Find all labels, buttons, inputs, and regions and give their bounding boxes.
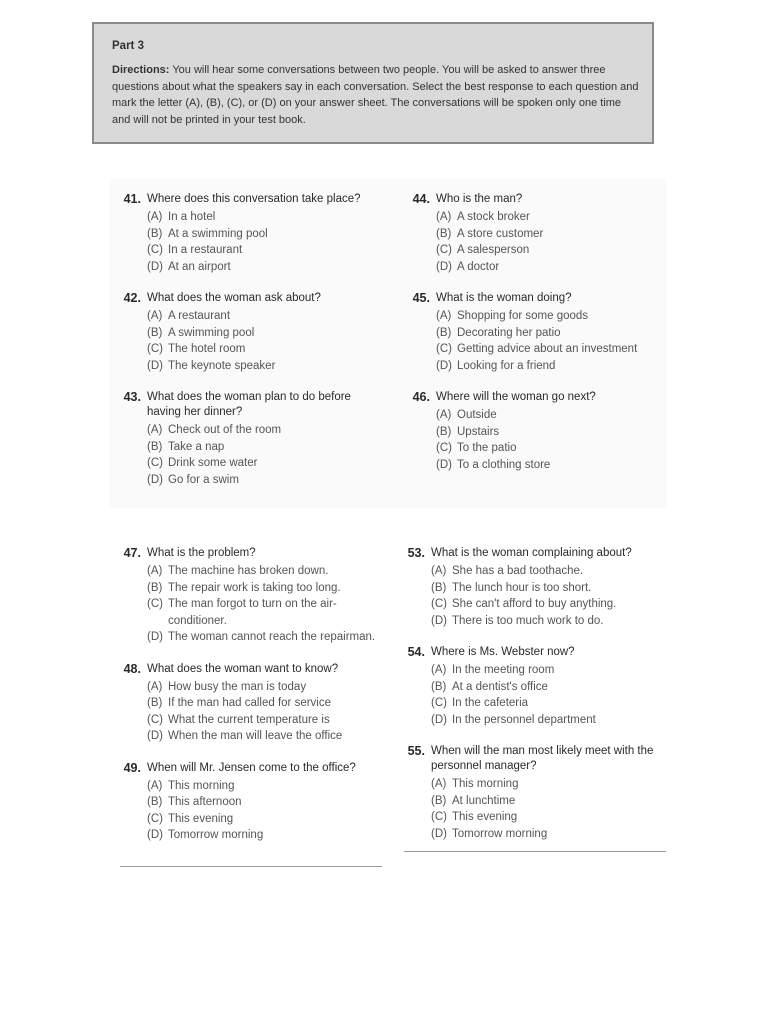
answer-option — [147, 811, 380, 828]
option-letter: (C) — [147, 713, 163, 726]
answer-option — [147, 580, 380, 597]
option-text: In a hotel — [168, 211, 216, 223]
answer-option — [431, 662, 674, 679]
option-letter: (B) — [431, 581, 447, 594]
answer-option — [147, 358, 385, 375]
directions-paragraph — [112, 62, 641, 128]
answer-option — [147, 472, 385, 489]
option-letter: (A) — [436, 409, 452, 421]
answer-option — [436, 358, 674, 375]
answer-option — [431, 679, 674, 696]
answer-option — [436, 325, 674, 342]
question-53 — [394, 546, 674, 629]
question-header — [394, 546, 674, 561]
option-text: The keynote speaker — [168, 359, 276, 372]
option-text: To a clothing store — [457, 458, 551, 471]
question-number: 53. — [407, 546, 425, 560]
option-text: The machine has broken down. — [168, 565, 329, 577]
option-letter: (C) — [436, 343, 452, 355]
column-47-49 — [110, 546, 380, 860]
option-text: A store customer — [457, 227, 544, 240]
answer-option — [431, 563, 674, 580]
option-text: Decorating her patio — [457, 326, 561, 339]
option-text: In a restaurant — [168, 244, 243, 256]
option-letter: (C) — [147, 457, 163, 469]
answer-options — [147, 778, 380, 844]
answer-option — [431, 580, 674, 597]
option-letter: (B) — [436, 227, 452, 240]
answer-option — [147, 242, 385, 259]
option-letter: (B) — [431, 794, 447, 807]
question-number: 54. — [407, 645, 425, 659]
column-53-55 — [394, 546, 674, 858]
option-text: If the man had called for service — [168, 697, 331, 709]
option-text: Tomorrow morning — [452, 827, 548, 840]
option-text: Shopping for some goods — [457, 310, 589, 322]
answer-option — [147, 596, 380, 629]
question-number: 48. — [123, 661, 141, 676]
option-letter: (A) — [436, 310, 452, 322]
question-text: Where does this conversation take place? — [147, 193, 361, 205]
option-text: The hotel room — [168, 343, 246, 355]
option-text: She has a bad toothache. — [452, 565, 584, 577]
option-letter: (A) — [431, 664, 447, 676]
question-number: 47. — [123, 546, 141, 560]
answer-options — [436, 407, 674, 473]
option-letter: (D) — [147, 359, 163, 372]
option-text: At a swimming pool — [168, 227, 268, 240]
option-letter: (D) — [431, 713, 447, 726]
option-text: Outside — [457, 409, 497, 421]
question-number: 44. — [412, 192, 430, 206]
question-header — [399, 390, 674, 405]
question-header — [110, 546, 380, 561]
option-text: At lunchtime — [452, 794, 516, 807]
option-letter: (C) — [147, 598, 163, 610]
directions-text: You will hear some conversations between two people. You will be asked to answer three questions about what the speakers say in each conversation. Select the best response to each question and mark the letter (A), (B), (C), or (D) on your answer sheet. The conversations will be spoken only one time and will not be printed in your test book. — [112, 64, 639, 126]
option-text: In the cafeteria — [452, 697, 529, 709]
option-text: In the personnel department — [452, 713, 596, 726]
question-43 — [110, 390, 385, 488]
question-header — [394, 744, 674, 774]
answer-option — [431, 712, 674, 729]
option-text: To the patio — [457, 442, 517, 454]
option-text: When the man will leave the office — [168, 730, 343, 742]
option-text: Getting advice about an investment — [457, 343, 638, 355]
option-letter: (A) — [147, 779, 163, 792]
option-letter: (A) — [147, 424, 163, 436]
question-header — [399, 291, 674, 306]
option-text: At an airport — [168, 260, 231, 273]
option-letter: (A) — [147, 680, 163, 693]
option-letter: (B) — [147, 581, 163, 594]
question-number: 43. — [123, 390, 141, 404]
answer-option — [147, 226, 385, 243]
option-letter: (D) — [431, 614, 447, 627]
option-letter: (C) — [431, 598, 447, 610]
directions-box — [92, 22, 654, 144]
question-header — [394, 645, 674, 660]
option-letter: (A) — [436, 211, 452, 223]
question-text: What is the woman doing? — [436, 292, 572, 304]
answer-option — [436, 457, 674, 474]
answer-option — [147, 679, 380, 696]
option-letter: (B) — [147, 440, 163, 453]
option-text: A swimming pool — [168, 326, 255, 339]
answer-option — [431, 613, 674, 630]
answer-option — [436, 407, 674, 424]
directions-label: Directions: — [112, 64, 170, 76]
answer-option — [147, 563, 380, 580]
answer-options — [147, 422, 385, 488]
answer-option — [147, 728, 380, 745]
answer-option — [431, 809, 674, 826]
option-text: Check out of the room — [168, 424, 282, 436]
option-text: The man forgot to turn on the air-conditioner. — [168, 598, 337, 627]
option-letter: (D) — [147, 473, 163, 486]
part-title: Part 3 — [112, 40, 144, 52]
answer-option — [147, 439, 385, 456]
option-text: Take a nap — [168, 440, 225, 453]
option-letter: (B) — [436, 425, 452, 438]
question-header — [110, 390, 385, 420]
answer-option — [147, 629, 380, 646]
question-47 — [110, 546, 380, 646]
question-number: 55. — [407, 744, 425, 758]
question-number: 46. — [412, 390, 430, 404]
answer-option — [436, 259, 674, 276]
option-text: A restaurant — [168, 310, 231, 322]
option-letter: (D) — [436, 359, 452, 372]
option-text: This afternoon — [168, 796, 242, 808]
option-text: The repair work is taking too long. — [168, 581, 341, 594]
question-text: What does the woman want to know? — [147, 662, 339, 675]
question-45 — [399, 291, 674, 374]
option-letter: (C) — [431, 811, 447, 823]
answer-option — [436, 226, 674, 243]
answer-options — [147, 308, 385, 374]
question-number: 42. — [123, 291, 141, 305]
divider-right — [404, 851, 666, 852]
option-text: A salesperson — [457, 244, 530, 256]
answer-option — [147, 455, 385, 472]
option-text: A stock broker — [457, 211, 530, 223]
option-text: Drink some water — [168, 457, 258, 469]
question-header — [110, 192, 385, 207]
option-text: The lunch hour is too short. — [452, 581, 592, 594]
answer-options — [431, 563, 674, 629]
option-letter: (D) — [436, 458, 452, 471]
question-54 — [394, 645, 674, 728]
question-text: When will the man most likely meet with the personnel manager? — [431, 745, 654, 772]
option-letter: (C) — [147, 812, 163, 825]
answer-option — [147, 827, 380, 844]
option-letter: (A) — [147, 565, 163, 577]
option-text: How busy the man is today — [168, 680, 307, 693]
option-text: This morning — [168, 779, 235, 792]
question-41 — [110, 192, 385, 275]
option-letter: (B) — [436, 326, 452, 339]
question-49 — [110, 761, 380, 844]
option-text: This morning — [452, 778, 519, 790]
option-text: This evening — [452, 811, 518, 823]
answer-option — [147, 422, 385, 439]
option-text: Upstairs — [457, 425, 500, 438]
option-letter: (B) — [147, 796, 163, 808]
option-letter: (C) — [147, 343, 163, 355]
answer-options — [431, 776, 674, 842]
answer-option — [436, 242, 674, 259]
option-letter: (A) — [147, 310, 163, 322]
option-letter: (D) — [147, 631, 163, 643]
answer-option — [431, 695, 674, 712]
question-44 — [399, 192, 674, 275]
answer-option — [147, 259, 385, 276]
answer-option — [147, 712, 380, 729]
question-48 — [110, 662, 380, 745]
answer-options — [147, 563, 380, 646]
question-header — [399, 192, 674, 207]
question-header — [110, 761, 380, 776]
option-letter: (B) — [147, 227, 163, 240]
answer-options — [436, 209, 674, 275]
answer-options — [147, 209, 385, 275]
question-text: What does the woman ask about? — [147, 292, 321, 304]
answer-options — [436, 308, 674, 374]
option-text: Go for a swim — [168, 473, 239, 486]
answer-option — [431, 776, 674, 793]
option-text: She can't afford to buy anything. — [452, 598, 617, 610]
question-text: What does the woman plan to do before having her dinner? — [147, 391, 351, 418]
option-letter: (B) — [431, 680, 447, 693]
question-header — [110, 662, 380, 677]
option-text: Tomorrow morning — [168, 829, 264, 841]
answer-option — [147, 695, 380, 712]
option-text: The woman cannot reach the repairman. — [168, 631, 376, 643]
answer-options — [431, 662, 674, 728]
answer-option — [147, 794, 380, 811]
answer-option — [147, 209, 385, 226]
option-letter: (D) — [431, 827, 447, 840]
option-letter: (C) — [147, 244, 163, 256]
column-41-43 — [110, 192, 385, 504]
divider-left — [120, 866, 382, 867]
option-letter: (A) — [431, 778, 447, 790]
option-letter: (B) — [147, 326, 163, 339]
option-letter: (C) — [436, 442, 452, 454]
option-letter: (B) — [147, 697, 163, 709]
option-letter: (C) — [431, 697, 447, 709]
option-text: At a dentist's office — [452, 680, 548, 693]
answer-option — [147, 325, 385, 342]
question-number: 49. — [123, 760, 141, 775]
question-text: Where is Ms. Webster now? — [431, 646, 575, 658]
question-text: Where will the woman go next? — [436, 391, 596, 403]
answer-option — [431, 826, 674, 843]
question-header — [110, 291, 385, 306]
answer-option — [147, 308, 385, 325]
answer-options — [147, 679, 380, 745]
option-text: Looking for a friend — [457, 359, 556, 372]
option-letter: (A) — [431, 565, 447, 577]
answer-option — [436, 341, 674, 358]
answer-option — [436, 424, 674, 441]
question-number: 41. — [123, 192, 141, 206]
option-text: There is too much work to do. — [452, 614, 604, 627]
question-46 — [399, 390, 674, 473]
option-text: In the meeting room — [452, 664, 555, 676]
question-text: When will Mr. Jensen come to the office? — [147, 761, 356, 774]
option-letter: (D) — [436, 260, 452, 273]
option-text: This evening — [168, 812, 234, 825]
question-text: What is the woman complaining about? — [431, 547, 632, 559]
question-number: 45. — [412, 291, 430, 305]
answer-option — [147, 341, 385, 358]
answer-option — [431, 793, 674, 810]
option-text: What the current temperature is — [168, 713, 330, 726]
answer-option — [436, 209, 674, 226]
question-text: What is the problem? — [147, 547, 256, 559]
option-letter: (C) — [436, 244, 452, 256]
question-text: Who is the man? — [436, 193, 523, 205]
column-44-46 — [399, 192, 674, 489]
answer-option — [436, 308, 674, 325]
option-letter: (D) — [147, 730, 163, 742]
option-letter: (D) — [147, 260, 163, 273]
option-letter: (D) — [147, 829, 163, 841]
option-letter: (A) — [147, 211, 163, 223]
question-42 — [110, 291, 385, 374]
answer-option — [436, 440, 674, 457]
option-text: A doctor — [457, 260, 500, 273]
answer-option — [431, 596, 674, 613]
answer-option — [147, 778, 380, 795]
question-55 — [394, 744, 674, 842]
